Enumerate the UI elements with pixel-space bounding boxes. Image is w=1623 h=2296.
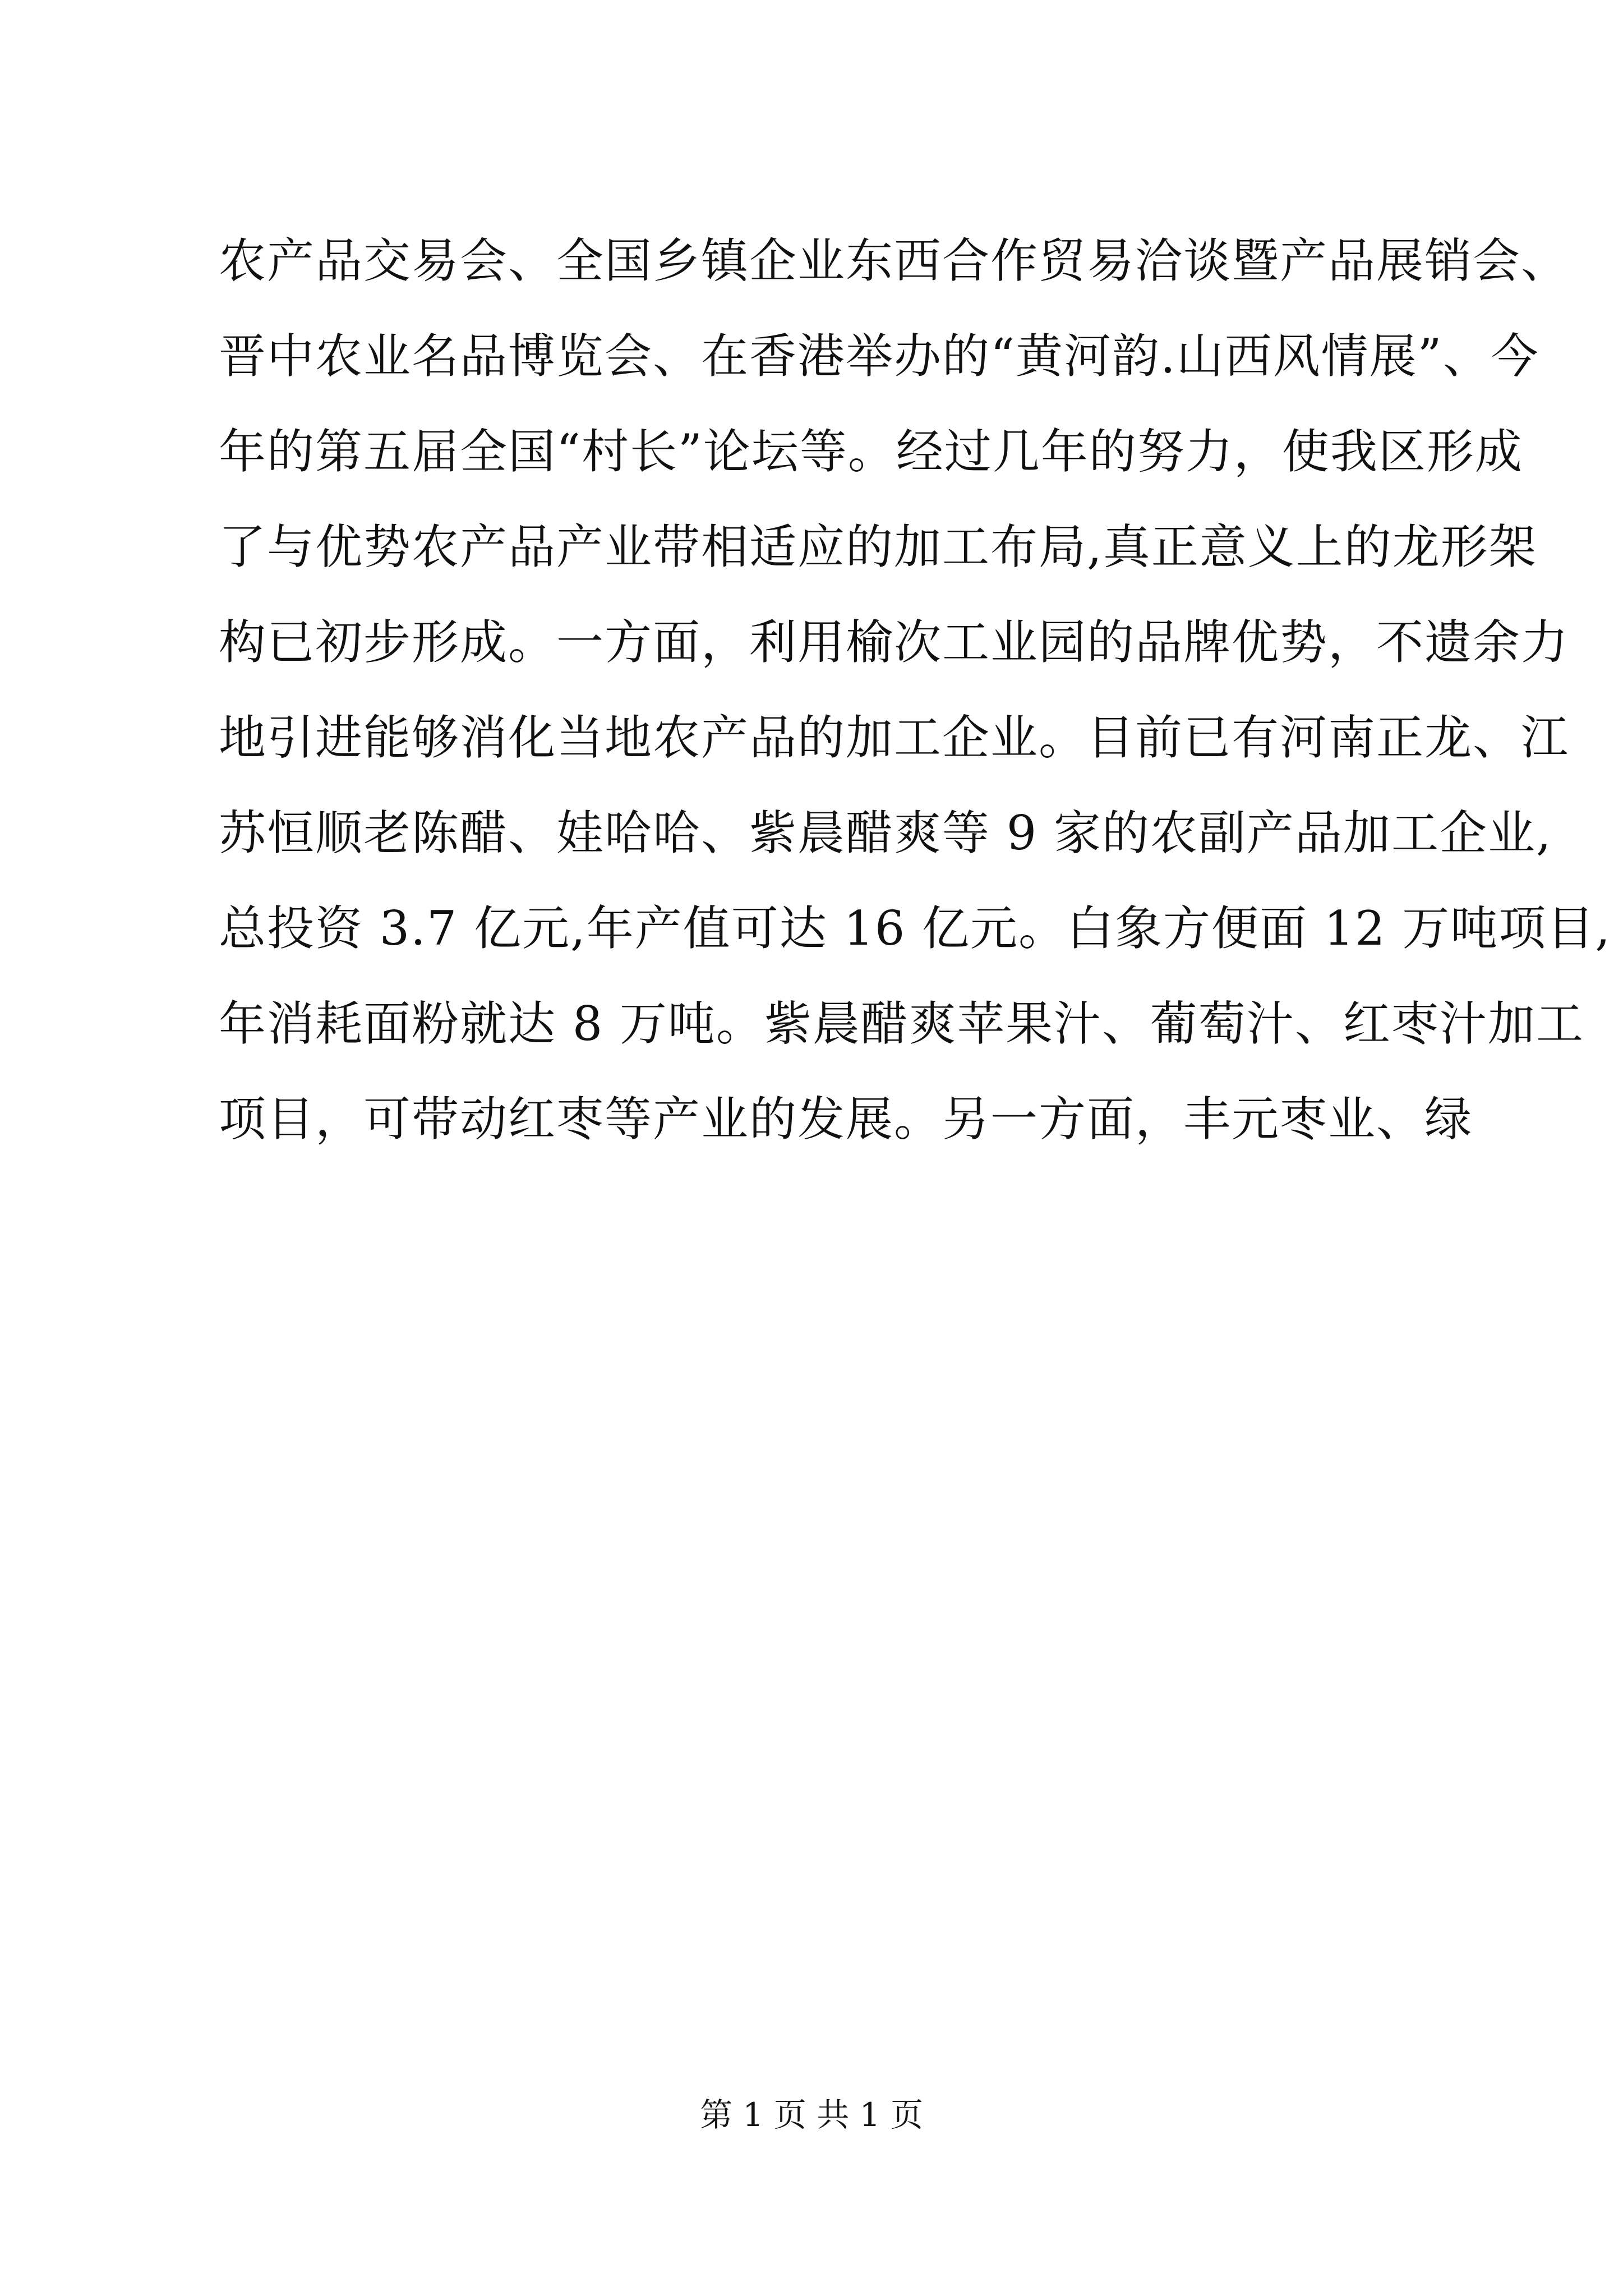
text-line: 苏恒顺老陈醋、娃哈哈、紫晨醋爽等 9 家的农副产品加工企业, [219,806,1552,861]
body-paragraph [219,213,1611,1167]
text-line: 年消耗面粉就达 8 万吨。紫晨醋爽苹果汁、葡萄汁、红枣汁加工 [219,996,1584,1051]
text-line: 农产品交易会、全国乡镇企业东西合作贸易洽谈暨产品展销会、 [219,233,1570,288]
text-line: 地引进能够消化当地农产品的加工企业。目前已有河南正龙、江 [219,710,1570,765]
text-line: 项目，可带动红枣等产业的发展。另一方面，丰元枣业、绿 [219,1092,1473,1147]
text-line: 年的第五届全国“村长”论坛等。经过几年的努力，使我区形成 [219,424,1523,479]
text-line: 构已初步形成。一方面，利用榆次工业园的品牌优势，不遗余力 [219,615,1570,670]
text-line: 总投资 3.7 亿元,年产值可达 16 亿元。白象方便面 12 万吨项目, [219,901,1611,956]
page-footer: 第 1 页 共 1 页 [700,2096,923,2134]
text-line: 了与优势农产品产业带相适应的加工布局,真正意义上的龙形架 [219,519,1537,574]
text-line: 晋中农业名品博览会、在香港举办的“黄河韵.山西风情展”、今 [219,329,1539,384]
